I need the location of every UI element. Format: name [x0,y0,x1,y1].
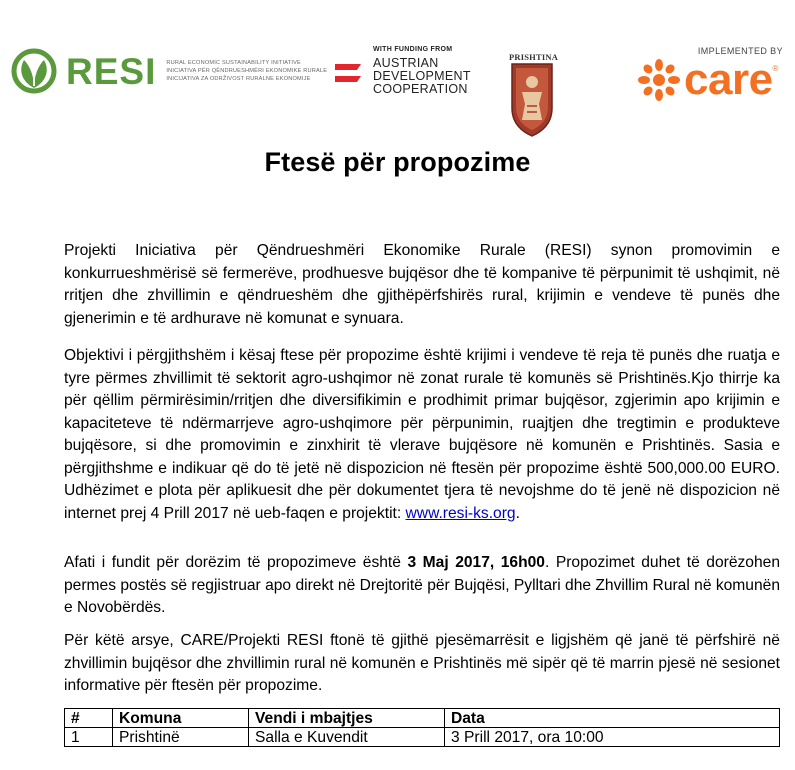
table-row [65,728,780,747]
document-title: Ftesë për propozime [264,147,531,177]
care-registered-mark: ® [772,64,779,73]
paragraph-objective [64,345,780,525]
ada-name-line2: DEVELOPMENT [373,69,471,83]
deadline-post: . Propozimet duhet të dorëzohen permes postës së regjistruar apo direkt në Drejtoritë për Bujqësi, Pylltari dhe Zhvillim Rural në komunën e Novobërdës. [64,554,781,616]
table-cell-date: 3 Prill 2017, ora 10:00 [445,728,780,747]
austrian-flag-icon [333,62,363,84]
table-header-municipality: Komuna [113,709,249,728]
resi-tagline-sr: INICIJATIVA ZA ODRŽIVOST RURALNE EKONOMIJE [166,76,311,82]
table-header-row [65,709,780,728]
care-logo [638,46,783,102]
resi-wordmark: RESI [66,50,157,92]
paragraph-deadline [64,552,780,620]
table-cell-number: 1 [65,728,113,747]
care-implemented-label: IMPLEMENTED BY [697,46,783,56]
resi-leaf-icon [8,48,60,94]
table-header-number: # [65,709,113,728]
resi-tagline-sq: INICIATIVA PËR QËNDRUESHMËRI EKONOMIKE RURALE [166,68,328,74]
care-hands-icon [638,59,680,101]
resi-tagline-en: RURAL ECONOMIC SUSTAINABILITY INITIATIVE [166,60,301,66]
resi-tagline [166,59,327,83]
prishtina-coat-of-arms-icon [509,62,555,138]
table-header-date: Data [445,709,780,728]
header-logos [0,0,795,140]
resi-logo [8,48,327,94]
objective-text: Objektivi i përgjithshëm i kësaj ftese për propozime është krijimi i vendeve të reja të punës dhe ruatja e tyre përmes zhvillimit të sektorit agro-ushqimor në zonat rurale të komunës së Prishtinës.Kjo thirrje ka për qëllim përmirësimin/rritjen dhe diversifikimin e prodhimit primar bujqësor, zgjerimin apo krijimin e kapaciteteve të ndërmarrjeve agro-ushqimore për përpunimin, ruajtjen dhe tregtimin e produkteve bujqësore, si dhe promovimin e zinxhirit të vlerave bujqësore në komunën e Prishtinës. Sasia e përgjithshme e indikuar që do të jetë në dispozicion në ftesën për propozime është 500,000.00 EURO. Udhëzimet e plota për aplikuesit dhe për dokumentet tjera të nevojshme do të jenë në dispozicion në internet prej 4 Prill 2017 në ueb-faqen e projektit: [64,347,780,522]
table-header-venue: Vendi i mbajtjes [249,709,445,728]
prishtina-title: PRISHTINA [509,52,559,62]
paragraph-invitation: Për këtë arsye, CARE/Projekti RESI ftonë të gjithë pjesëmarrësit e ligjshëm që janë të përfshirë në zhvillimin bujqësor dhe zhvillimin rural në komunën e Prishtinës më sipër që të marrin pjesë në sesionet informative për ftesën për propozime. [64,632,780,694]
deadline-date: 3 Maj 2017, 16h00 [407,554,545,571]
objective-end: . [515,504,520,522]
info-sessions-table [64,708,780,747]
table-cell-venue: Salla e Kuvendit [249,728,445,747]
ada-name-line3: COOPERATION [373,82,468,96]
project-website-link[interactable]: www.resi-ks.org [405,504,516,522]
prishtina-emblem [509,52,559,143]
ada-name-line1: AUSTRIAN [373,56,439,70]
table-cell-municipality: Prishtinë [113,728,249,747]
ada-logo [333,46,471,96]
deadline-pre: Afati i fundit për dorëzim të propozimeve është [64,554,408,571]
care-wordmark: care [684,55,773,104]
ada-funding-label: WITH FUNDING FROM [373,46,453,53]
paragraph-intro: Projekti Iniciativa për Qëndrueshmëri Ekonomike Rurale (RESI) synon promovimin e konkurrueshmërisë së fermerëve, prodhuesve bujqësor dhe të kompanive të përpunimit të ushqimit, në rritjen dhe zhvillimin e qëndrueshëm dhe gjithëpërfshirës rural, krijimin e vendeve të punës dhe gjenerimin e të ardhurave në komunat e synuara. [64,242,780,327]
